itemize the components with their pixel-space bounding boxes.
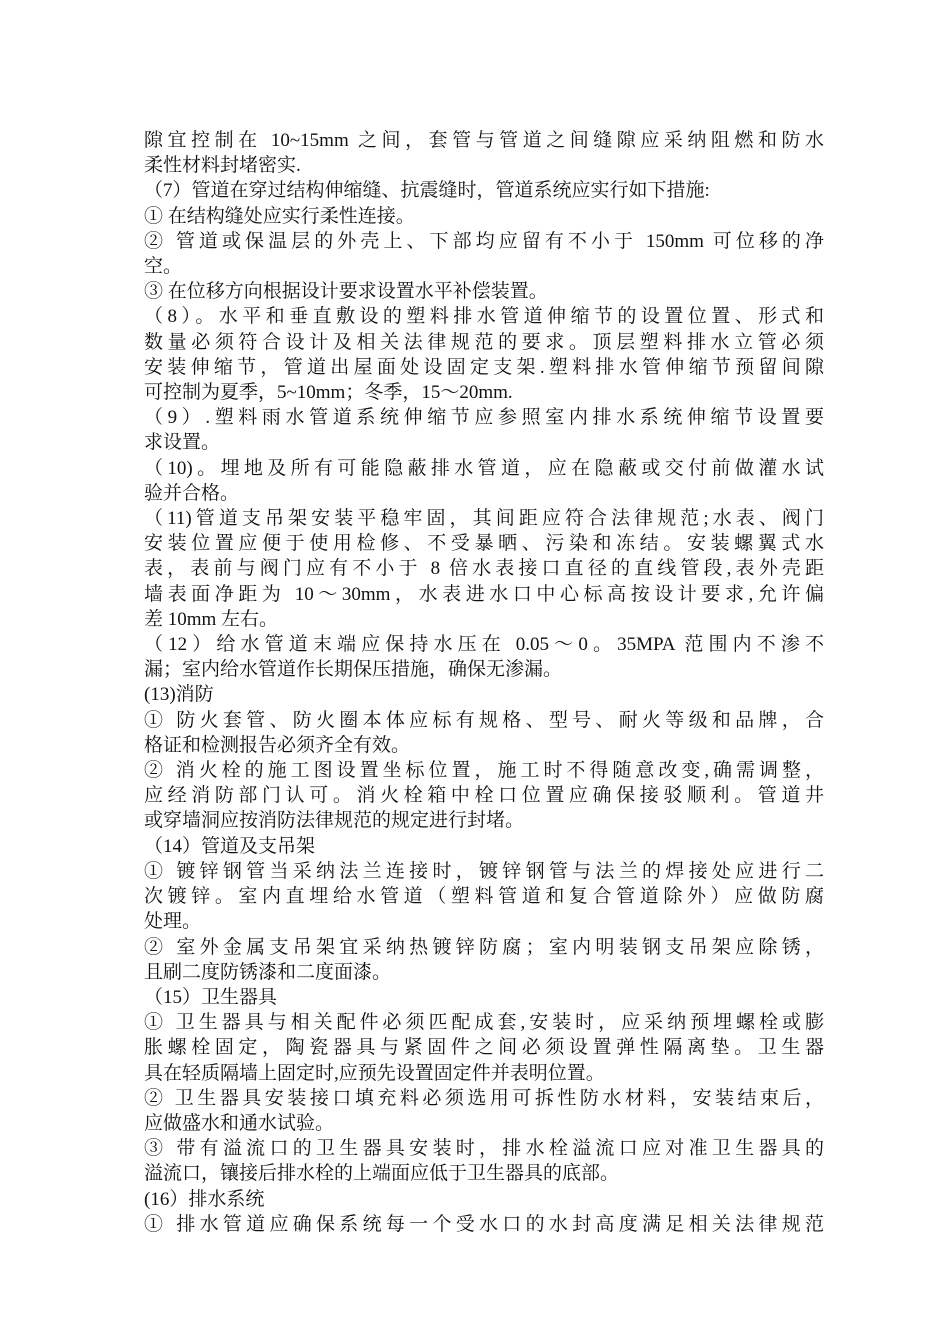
text-line: 胀螺栓固定，陶瓷器具与紧固件之间必须设置弹性隔离垫。卫生器 [144, 1037, 824, 1059]
text-line: ① 卫生器具与相关配件必须匹配成套,安装时，应采纳预埋螺栓或膨 [144, 1012, 824, 1034]
text-line: 格证和检测报告必须齐全有效。 [144, 734, 411, 756]
text-line: ③ 在位移方向根据设计要求设置水平补偿装置。 [144, 281, 548, 303]
text-line: ① 防火套管、防火圈本体应标有规格、型号、耐火等级和品牌，合 [144, 709, 824, 731]
text-line: 安装位置应便于使用检修、不受暴晒、污染和冻结。安装螺翼式水 [144, 533, 824, 555]
text-line: 具在轻质隔墙上固定时,应预先设置固定件并表明位置。 [144, 1062, 605, 1084]
text-line: ② 室外金属支吊架宜采纳热镀锌防腐；室内明装钢支吊架应除锈， [144, 936, 824, 958]
text-line: 处理。 [144, 911, 202, 933]
text-line: 漏；室内给水管道作长期保压措施，确保无渗漏。 [144, 659, 563, 681]
text-line: 数量必须符合设计及相关法律规范的要求。顶层塑料排水立管必须 [144, 331, 824, 353]
text-line: (13)消防 [144, 684, 214, 706]
text-line: 应经消防部门认可。消火栓箱中栓口位置应确保接驳顺利。管道井 [144, 785, 824, 807]
text-line: 溢流口，镶接后排水栓的上端面应低于卫生器具的底部。 [144, 1163, 620, 1185]
text-line: 空。 [144, 256, 183, 278]
text-line: ② 消火栓的施工图设置坐标位置，施工时不得随意改变,确需调整， [144, 760, 824, 782]
text-line: ① 镀锌钢管当采纳法兰连接时，镀锌钢管与法兰的焊接处应进行二 [144, 860, 824, 882]
text-line: （11)管道支吊架安装平稳牢固，其间距应符合法律规范;水表、阀门 [144, 508, 824, 530]
text-line: 差 10mm 左右。 [144, 608, 279, 630]
text-line: 可控制为夏季，5~10mm；冬季，15～20mm. [144, 382, 513, 404]
text-line: 柔性材料封堵密实. [144, 155, 301, 177]
text-line: 安装伸缩节，管道出屋面处设固定支架.塑料排水管伸缩节预留间隙 [144, 356, 824, 378]
text-line: 表，表前与阀门应有不小于 8 倍水表接口直径的直线管段,表外壳距 [144, 558, 824, 580]
text-line: 且刷二度防锈漆和二度面漆。 [144, 961, 392, 983]
text-line: （10)。埋地及所有可能隐蔽排水管道，应在隐蔽或交付前做灌水试 [144, 457, 824, 479]
text-line: ① 排水管道应确保系统每一个受水口的水封高度满足相关法律规范 [144, 1213, 824, 1235]
text-line: （9）.塑料雨水管道系统伸缩节应参照室内排水系统伸缩节设置要 [144, 407, 824, 429]
text-line: （12）给水管道末端应保持水压在 0.05～0。35MPA 范围内不渗不 [144, 634, 824, 656]
text-line: ② 管道或保温层的外壳上、下部均应留有不小于 150mm 可位移的净 [144, 230, 824, 252]
text-line: 或穿墙洞应按消防法律规范的规定进行封堵。 [144, 810, 525, 832]
text-line: 墙表面净距为 10～30mm，水表进水口中心标高按设计要求,允许偏 [144, 583, 824, 605]
text-line: 验并合格。 [144, 482, 240, 504]
document-body [144, 128, 824, 1237]
text-line: 隙宜控制在 10~15mm 之间，套管与管道之间缝隙应采纳阻燃和防水 [144, 130, 824, 151]
text-line: 次镀锌。室内直埋给水管道（塑料管道和复合管道除外）应做防腐 [144, 886, 824, 908]
text-line: （7）管道在穿过结构伸缩缝、抗震缝时，管道系统应实行如下措施: [144, 180, 710, 202]
text-line: ① 在结构缝处应实行柔性连接。 [144, 205, 415, 227]
text-line: 求设置。 [144, 432, 221, 454]
text-line: （14）管道及支吊架 [144, 835, 316, 857]
text-line: ③ 带有溢流口的卫生器具安装时，排水栓溢流口应对准卫生器具的 [144, 1138, 824, 1160]
text-line: （15）卫生器具 [144, 986, 278, 1008]
text-line: 应做盛水和通水试验。 [144, 1112, 335, 1134]
text-line: ② 卫生器具安装接口填充料必须选用可拆性防水材料，安装结束后， [144, 1087, 824, 1109]
text-line: （8）。水平和垂直敷设的塑料排水管道伸缩节的设置位置、形式和 [144, 306, 824, 328]
text-line: (16）排水系统 [144, 1188, 265, 1210]
